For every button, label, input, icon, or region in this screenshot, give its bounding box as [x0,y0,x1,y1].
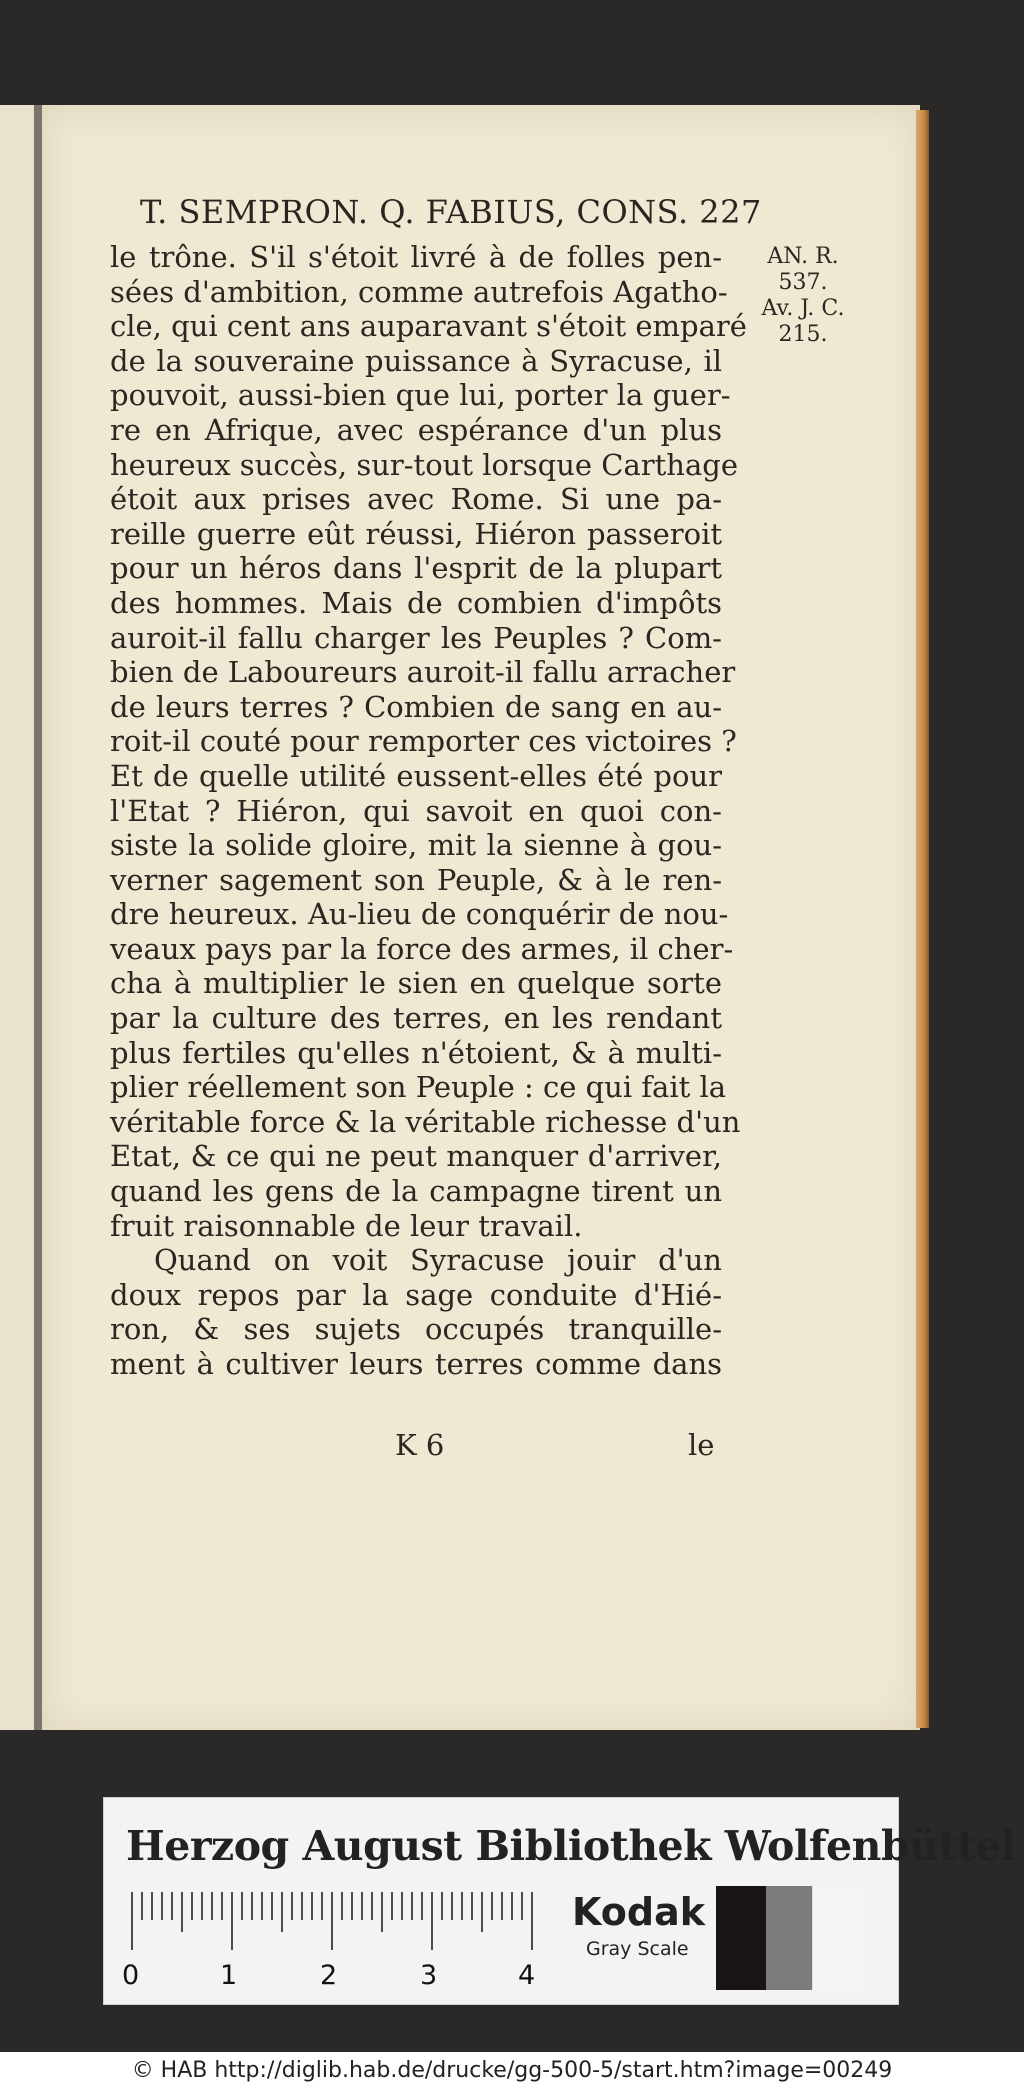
text-line: plier réellement son Peuple : ce qui fait la [110,1070,727,1105]
text-line: par la culture des terres, en les rendant [110,1001,722,1036]
text-line: bien de Laboureurs auroit-il fallu arracher [110,655,736,690]
margin-date-note [748,244,858,348]
text-line: roit-il couté pour remporter ces victoires ? [110,724,737,759]
text-line: cha à multiplier le sien en quelque sorte [110,966,722,1001]
copyright-footer: © HAB http://diglib.hab.de/drucke/gg-500-5/start.htm?image=00249 [0,2052,1024,2089]
text-line: ron, & ses sujets occupés tranquille- [110,1312,722,1347]
text-line: dre heureux. Au-lieu de conquérir de nou- [110,897,729,932]
text-line: re en Afrique, avec espérance d'un plus [110,412,722,447]
text-line: doux repos par la sage conduite d'Hié- [110,1277,722,1312]
text-line: pour un héros dans l'esprit de la plupart [110,551,722,586]
color-target-card [103,1797,1016,2005]
scale-number: 3 [420,1960,438,1991]
kodak-logo: Kodak [572,1890,705,1934]
gray-swatch-dark [716,1886,766,1990]
text-line: plus fertiles qu'elles n'étoient, & à multi- [110,1035,722,1070]
margin-note-line: Av. J. C. [761,296,845,321]
page-edge [916,110,929,1728]
text-line: quand les gens de la campagne tirent un [110,1174,722,1209]
running-header: T. SEMPRON. Q. FABIUS, CONS. 227 [140,193,762,231]
text-line: reille guerre eût réussi, Hiéron passeroit [110,516,722,551]
gray-swatch-light [812,1886,865,1990]
text-line: siste la solide gloire, mit la sienne à gou- [110,828,722,863]
margin-note-line: 215. [778,322,828,347]
gutter-shadow [34,105,42,1730]
scale-number: 1 [220,1960,238,1991]
text-line: heureux succès, sur-tout lorsque Carthage [110,447,738,482]
text-line: Quand on voit Syracuse jouir d'un [154,1243,722,1278]
text-line: Etat, & ce qui ne peut manquer d'arriver, [110,1139,722,1174]
text-line: de la souveraine puissance à Syracuse, il [110,343,722,378]
text-line: fruit raisonnable de leur travail. [110,1208,583,1243]
gray-scale-label: Gray Scale [586,1938,689,1960]
text-line: cle, qui cent ans auparavant s'étoit emparé [110,309,747,344]
gray-swatch-mid [766,1886,812,1990]
text-line: veaux pays par la force des armes, il cher- [110,931,734,966]
signature-mark: K 6 [395,1428,445,1462]
scale-number: 0 [122,1960,140,1991]
text-line: sées d'ambition, comme autrefois Agatho- [110,274,728,309]
margin-note-line: AN. R. [767,244,839,269]
text-line: étoit aux prises avec Rome. Si une pa- [110,482,722,517]
facing-page-edge [0,105,34,1730]
scale-number: 4 [518,1960,536,1991]
text-line: de leurs terres ? Combien de sang en au- [110,689,722,724]
text-line: l'Etat ? Hiéron, qui savoit en quoi con- [110,793,722,828]
margin-note-line: 537. [778,270,828,295]
text-line: pouvoit, aussi-bien que lui, porter la guer- [110,378,731,413]
text-line: auroit-il fallu charger les Peuples ? Com- [110,620,722,655]
catchword: le [688,1428,715,1462]
text-line: ment à cultiver leurs terres comme dans [110,1347,722,1381]
body-text [110,240,747,1382]
text-line: verner sagement son Peuple, & à le ren- [110,862,722,897]
scale-ruler [126,1890,546,1950]
library-name: Herzog August Bibliothek Wolfenbüttel [126,1822,1016,1870]
text-line: Et de quelle utilité eussent-elles été pour [110,758,722,793]
text-line: des hommes. Mais de combien d'impôts [110,585,722,620]
text-line: véritable force & la véritable richesse d'un [110,1104,741,1139]
text-line: le trône. S'il s'étoit livré à de folles pen- [110,240,722,274]
scale-number: 2 [320,1960,338,1991]
